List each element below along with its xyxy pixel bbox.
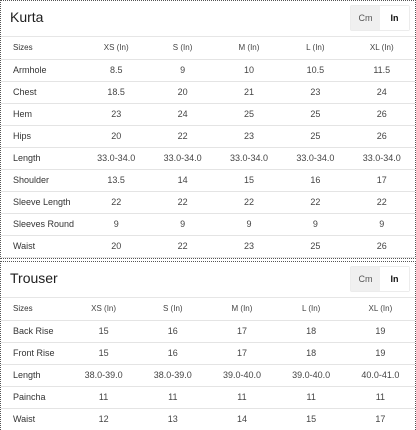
table-cell: 9: [83, 213, 149, 235]
row-label: Waist: [1, 408, 69, 430]
trouser-size-chart: [0, 261, 416, 430]
table-cell: 13.5: [83, 169, 149, 191]
kurta-title: Kurta: [10, 9, 44, 25]
table-cell: 25: [282, 103, 348, 125]
table-cell: 16: [282, 169, 348, 191]
column-header: L (In): [282, 37, 348, 59]
table-row: [1, 386, 415, 408]
table-cell: 17: [346, 408, 415, 430]
table-cell: 22: [83, 191, 149, 213]
table-cell: 33.0-34.0: [83, 147, 149, 169]
column-header: XS (In): [83, 37, 149, 59]
column-header: Sizes: [1, 298, 69, 320]
table-cell: 19: [346, 320, 415, 342]
table-cell: 24: [349, 81, 415, 103]
table-cell: 33.0-34.0: [349, 147, 415, 169]
table-cell: 9: [149, 213, 215, 235]
table-cell: 12: [69, 408, 138, 430]
table-cell: 18: [277, 342, 346, 364]
table-cell: 25: [216, 103, 282, 125]
table-cell: 21: [216, 81, 282, 103]
row-label: Sleeves Round: [1, 213, 83, 235]
table-cell: 16: [138, 342, 207, 364]
table-cell: 8.5: [83, 59, 149, 81]
table-row: [1, 169, 415, 191]
table-cell: 20: [83, 235, 149, 257]
table-row: [1, 103, 415, 125]
table-cell: 17: [207, 342, 276, 364]
table-cell: 25: [282, 125, 348, 147]
table-cell: 10: [216, 59, 282, 81]
table-row: [1, 147, 415, 169]
column-header: XS (In): [69, 298, 138, 320]
table-cell: 15: [69, 320, 138, 342]
table-cell: 11: [207, 386, 276, 408]
column-header: S (In): [149, 37, 215, 59]
table-cell: 22: [149, 191, 215, 213]
trouser-unit-toggle[interactable]: [350, 266, 410, 292]
table-cell: 20: [83, 125, 149, 147]
table-cell: 11: [69, 386, 138, 408]
kurta-cm-button[interactable]: Cm: [351, 6, 380, 30]
table-cell: 22: [282, 191, 348, 213]
row-label: Front Rise: [1, 342, 69, 364]
column-header: M (In): [216, 37, 282, 59]
table-cell: 14: [207, 408, 276, 430]
row-label: Paincha: [1, 386, 69, 408]
table-cell: 9: [216, 213, 282, 235]
table-cell: 23: [282, 81, 348, 103]
table-cell: 9: [349, 213, 415, 235]
table-cell: 40.0-41.0: [346, 364, 415, 386]
table-cell: 18: [277, 320, 346, 342]
table-cell: 38.0-39.0: [138, 364, 207, 386]
table-cell: 15: [277, 408, 346, 430]
table-cell: 26: [349, 103, 415, 125]
table-cell: 20: [149, 81, 215, 103]
table-cell: 9: [282, 213, 348, 235]
kurta-unit-toggle[interactable]: [350, 5, 410, 31]
table-cell: 23: [216, 125, 282, 147]
trouser-in-button[interactable]: In: [380, 267, 409, 291]
table-cell: 39.0-40.0: [207, 364, 276, 386]
trouser-header-row: [1, 298, 415, 320]
table-cell: 26: [349, 125, 415, 147]
column-header: XL (In): [346, 298, 415, 320]
table-cell: 10.5: [282, 59, 348, 81]
table-cell: 25: [282, 235, 348, 257]
trouser-cm-button[interactable]: Cm: [351, 267, 380, 291]
table-cell: 14: [149, 169, 215, 191]
row-label: Hips: [1, 125, 83, 147]
table-cell: 23: [216, 235, 282, 257]
table-cell: 16: [138, 320, 207, 342]
column-header: M (In): [207, 298, 276, 320]
table-cell: 11: [138, 386, 207, 408]
kurta-header-row: [1, 37, 415, 59]
table-cell: 26: [349, 235, 415, 257]
table-cell: 11: [346, 386, 415, 408]
table-cell: 18.5: [83, 81, 149, 103]
trouser-size-table: [1, 298, 415, 430]
table-cell: 15: [69, 342, 138, 364]
table-cell: 11.5: [349, 59, 415, 81]
row-label: Length: [1, 364, 69, 386]
table-row: [1, 408, 415, 430]
table-row: [1, 342, 415, 364]
table-cell: 19: [346, 342, 415, 364]
table-row: [1, 213, 415, 235]
column-header: XL (In): [349, 37, 415, 59]
table-cell: 13: [138, 408, 207, 430]
row-label: Shoulder: [1, 169, 83, 191]
table-cell: 39.0-40.0: [277, 364, 346, 386]
table-cell: 22: [349, 191, 415, 213]
kurta-in-button[interactable]: In: [380, 6, 409, 30]
row-label: Hem: [1, 103, 83, 125]
column-header: S (In): [138, 298, 207, 320]
table-row: [1, 364, 415, 386]
table-cell: 17: [207, 320, 276, 342]
table-cell: 22: [149, 125, 215, 147]
table-row: [1, 235, 415, 257]
trouser-header: [1, 262, 415, 298]
trouser-title: Trouser: [10, 270, 58, 286]
column-header: Sizes: [1, 37, 83, 59]
table-cell: 38.0-39.0: [69, 364, 138, 386]
column-header: L (In): [277, 298, 346, 320]
table-cell: 17: [349, 169, 415, 191]
row-label: Waist: [1, 235, 83, 257]
table-row: [1, 125, 415, 147]
table-cell: 33.0-34.0: [216, 147, 282, 169]
table-cell: 24: [149, 103, 215, 125]
table-cell: 15: [216, 169, 282, 191]
table-cell: 11: [277, 386, 346, 408]
table-cell: 9: [149, 59, 215, 81]
row-label: Sleeve Length: [1, 191, 83, 213]
table-row: [1, 320, 415, 342]
table-row: [1, 81, 415, 103]
kurta-header: [1, 1, 415, 37]
row-label: Chest: [1, 81, 83, 103]
row-label: Back Rise: [1, 320, 69, 342]
table-row: [1, 59, 415, 81]
table-cell: 33.0-34.0: [149, 147, 215, 169]
table-cell: 22: [149, 235, 215, 257]
table-cell: 23: [83, 103, 149, 125]
table-cell: 33.0-34.0: [282, 147, 348, 169]
table-cell: 22: [216, 191, 282, 213]
row-label: Length: [1, 147, 83, 169]
table-row: [1, 191, 415, 213]
row-label: Armhole: [1, 59, 83, 81]
kurta-size-table: [1, 37, 415, 258]
